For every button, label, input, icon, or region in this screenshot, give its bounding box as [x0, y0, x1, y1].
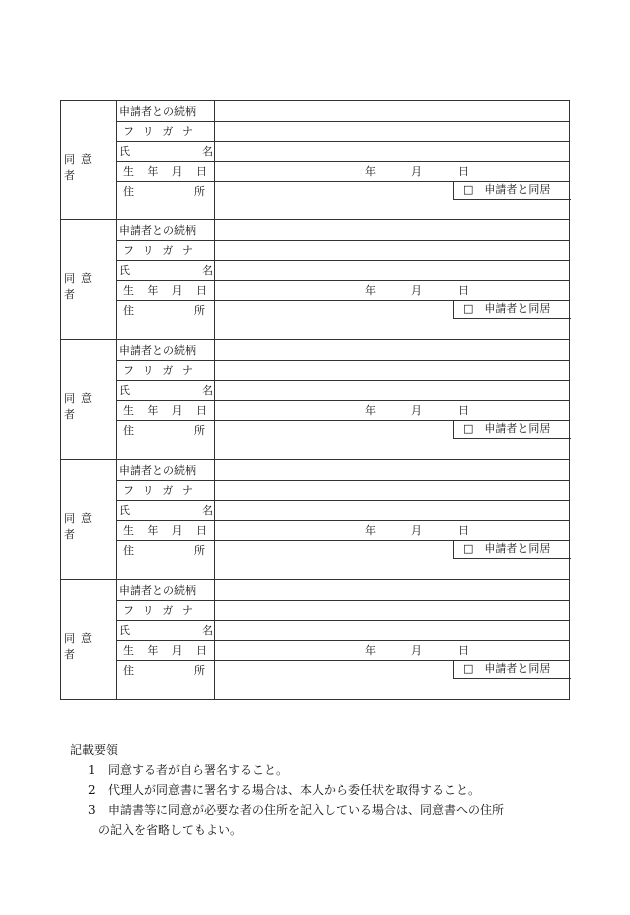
instructions-heading: 記載要領 [70, 743, 119, 757]
consenter-block-1 [60, 100, 570, 220]
consenter-block-2 [60, 220, 570, 340]
group-label: 同意者 [64, 632, 98, 661]
group-label: 同意者 [64, 392, 98, 421]
furigana-label: フ リ ガ ナ [123, 364, 193, 377]
relation-label: 申請者との続柄 [119, 344, 196, 357]
instruction-text: 同意する者が自ら署名すること。 [108, 763, 289, 777]
instruction-item-3 [70, 800, 590, 820]
consenter-block-4 [60, 460, 570, 580]
furigana-label: フ リ ガ ナ [123, 244, 193, 257]
year-unit: 年 [365, 284, 376, 297]
instruction-text: 代理人が同意書に署名する場合は、本人から委任状を取得すること。 [108, 783, 481, 797]
month-unit: 月 [411, 284, 422, 297]
month-unit: 月 [411, 644, 422, 657]
day-unit: 日 [458, 644, 469, 657]
cohabit-checkbox[interactable]: □ 申請者と同居 [453, 540, 571, 559]
cohabit-checkbox[interactable]: □ 申請者と同居 [453, 181, 571, 200]
instruction-text-continued: の記入を省略してもよい。 [98, 823, 243, 837]
furigana-label: フ リ ガ ナ [123, 125, 193, 138]
divider [116, 101, 117, 219]
day-unit: 日 [458, 165, 469, 178]
group-label: 同意者 [64, 512, 98, 541]
name-label: 氏 名 [119, 264, 213, 277]
name-label: 氏 名 [119, 624, 213, 637]
year-unit: 年 [365, 524, 376, 537]
address-label: 住 所 [123, 185, 205, 198]
month-unit: 月 [411, 524, 422, 537]
birthdate-label: 生 年 月 日 [123, 524, 207, 537]
name-label: 氏 名 [119, 384, 213, 397]
instruction-item-1 [70, 760, 590, 780]
consent-form-table [60, 100, 572, 700]
consenter-block-3 [60, 340, 570, 460]
instruction-item-2 [70, 780, 590, 800]
year-unit: 年 [365, 644, 376, 657]
relation-label: 申請者との続柄 [119, 464, 196, 477]
instruction-text: 申請書等に同意が必要な者の住所を記入している場合は、同意書への住所 [108, 803, 505, 817]
group-label: 同意者 [64, 153, 98, 182]
year-unit: 年 [365, 165, 376, 178]
group-label: 同意者 [64, 272, 98, 301]
month-unit: 月 [411, 404, 422, 417]
instruction-number: 2 [88, 783, 96, 797]
month-unit: 月 [411, 165, 422, 178]
year-unit: 年 [365, 404, 376, 417]
relation-label: 申請者との続柄 [119, 105, 196, 118]
divider [214, 101, 215, 219]
instruction-number: 3 [88, 803, 96, 817]
birthdate-label: 生 年 月 日 [123, 165, 207, 178]
relation-label: 申請者との続柄 [119, 584, 196, 597]
name-label: 氏 名 [119, 504, 213, 517]
furigana-label: フ リ ガ ナ [123, 484, 193, 497]
address-label: 住 所 [123, 424, 205, 437]
address-label: 住 所 [123, 664, 205, 677]
instructions-section [70, 740, 590, 840]
day-unit: 日 [458, 284, 469, 297]
day-unit: 日 [458, 404, 469, 417]
birthdate-label: 生 年 月 日 [123, 284, 207, 297]
birthdate-label: 生 年 月 日 [123, 644, 207, 657]
cohabit-checkbox[interactable]: □ 申請者と同居 [453, 300, 571, 319]
day-unit: 日 [458, 524, 469, 537]
birthdate-label: 生 年 月 日 [123, 404, 207, 417]
cohabit-checkbox[interactable]: □ 申請者と同居 [453, 420, 571, 439]
name-label: 氏 名 [119, 145, 213, 158]
relation-label: 申請者との続柄 [119, 224, 196, 237]
address-label: 住 所 [123, 304, 205, 317]
furigana-label: フ リ ガ ナ [123, 604, 193, 617]
address-label: 住 所 [123, 544, 205, 557]
instruction-number: 1 [88, 763, 96, 777]
cohabit-checkbox[interactable]: □ 申請者と同居 [453, 660, 571, 679]
consenter-block-5 [60, 580, 570, 700]
